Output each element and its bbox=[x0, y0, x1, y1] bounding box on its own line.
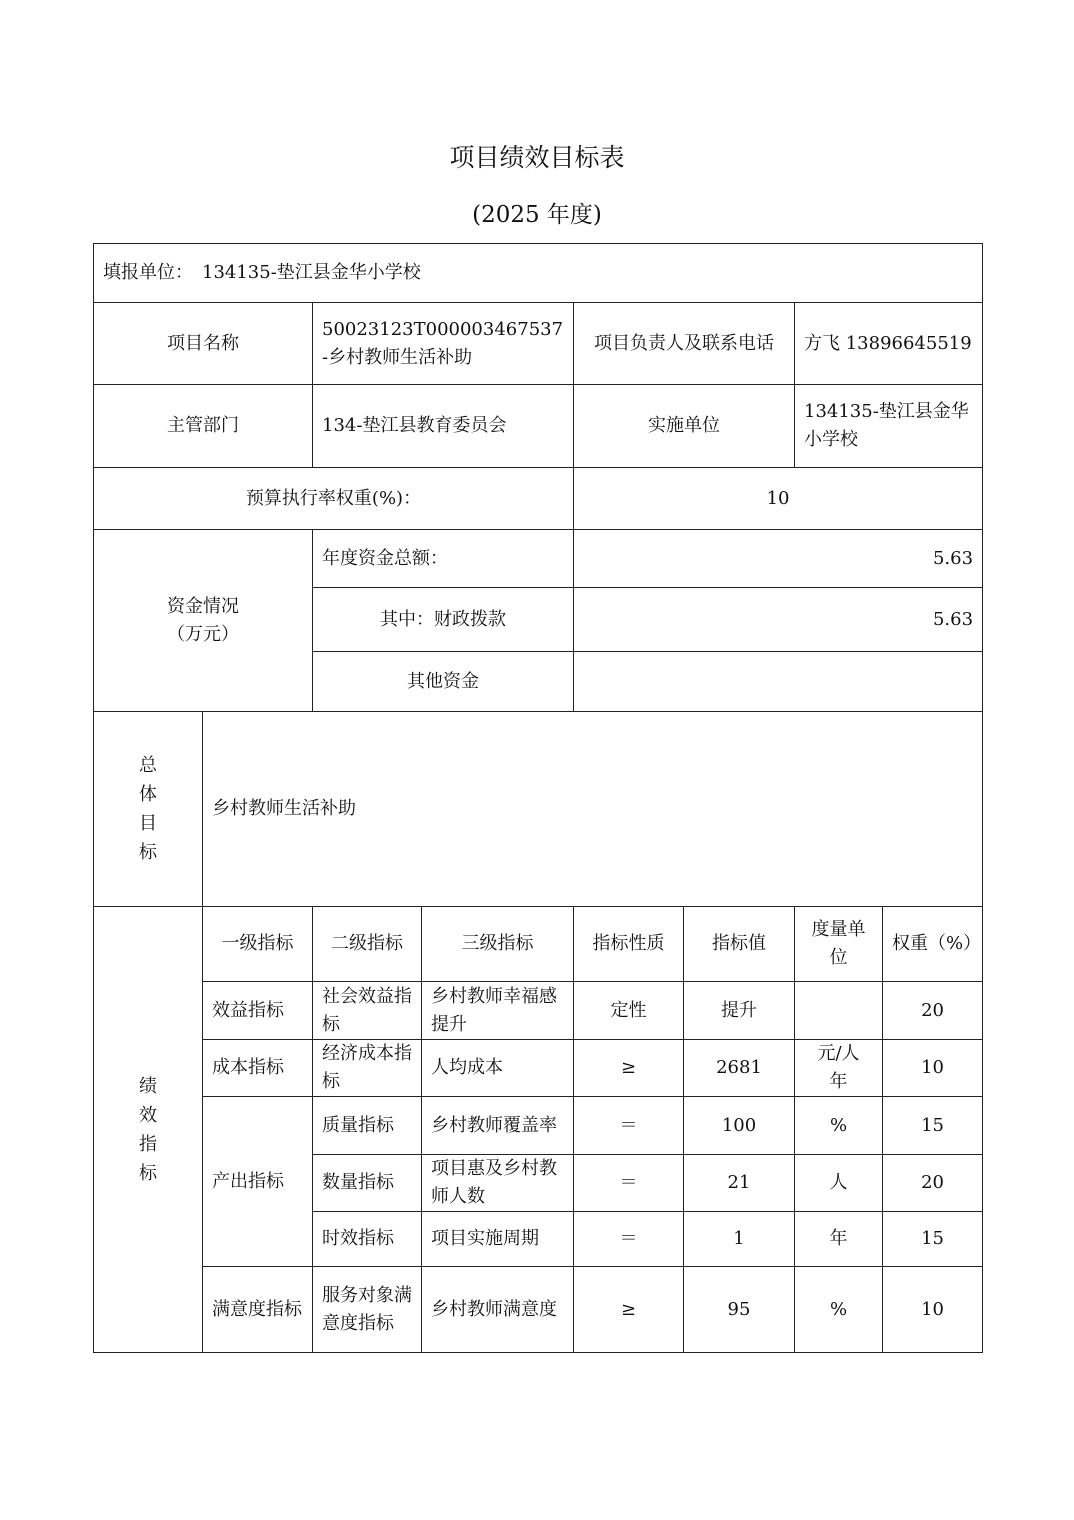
overall-goal-value: 乡村教师生活补助 bbox=[203, 712, 983, 907]
row-nature: ＝ bbox=[574, 1212, 684, 1267]
row-unit bbox=[795, 982, 883, 1040]
row-weight: 10 bbox=[883, 1040, 983, 1097]
row-l1: 成本指标 bbox=[203, 1040, 313, 1097]
overall-goal-label-text: 总体目标 bbox=[139, 755, 157, 863]
annual-total-label: 年度资金总额： bbox=[313, 530, 574, 588]
impl-label: 实施单位 bbox=[574, 385, 795, 468]
manager-label: 项目负责人及联系电话 bbox=[574, 303, 795, 385]
budget-weight-value: 10 bbox=[574, 468, 983, 530]
row-value: 提升 bbox=[684, 982, 795, 1040]
header-nature: 指标性质 bbox=[574, 907, 684, 982]
project-name-value: 50023123T000003467537-乡村教师生活补助 bbox=[313, 303, 574, 385]
project-name-label: 项目名称 bbox=[94, 303, 313, 385]
table-row bbox=[94, 982, 983, 1040]
row-value: 100 bbox=[684, 1097, 795, 1155]
row-weight: 10 bbox=[883, 1267, 983, 1353]
perf-label bbox=[94, 907, 203, 1353]
fiscal-value: 5.63 bbox=[574, 588, 983, 652]
row-l2: 社会效益指标 bbox=[313, 982, 422, 1040]
header-unit: 度量单位 bbox=[795, 907, 883, 982]
funds-label-line2: （万元） bbox=[167, 623, 239, 645]
row-l2: 质量指标 bbox=[313, 1097, 422, 1155]
row-nature: ≥ bbox=[574, 1267, 684, 1353]
row-l2: 服务对象满意度指标 bbox=[313, 1267, 422, 1353]
header-l2: 二级指标 bbox=[313, 907, 422, 982]
row-l3: 乡村教师覆盖率 bbox=[422, 1097, 574, 1155]
row-l1: 效益指标 bbox=[203, 982, 313, 1040]
row-l3: 项目惠及乡村教师人数 bbox=[422, 1155, 574, 1212]
budget-weight-label: 预算执行率权重(%)： bbox=[94, 468, 574, 530]
funds-label-line1: 资金情况 bbox=[167, 595, 239, 617]
performance-target-table bbox=[93, 243, 983, 1353]
row-unit: 年 bbox=[795, 1212, 883, 1267]
other-funds-value bbox=[574, 652, 983, 712]
row-weight: 20 bbox=[883, 982, 983, 1040]
other-funds-label: 其他资金 bbox=[313, 652, 574, 712]
budget-weight-row bbox=[94, 468, 983, 530]
annual-total-value: 5.63 bbox=[574, 530, 983, 588]
unit-row bbox=[94, 244, 983, 303]
impl-value: 134135-垫江县金华小学校 bbox=[795, 385, 983, 468]
funds-label bbox=[94, 530, 313, 712]
row-l3: 项目实施周期 bbox=[422, 1212, 574, 1267]
row-value: 95 bbox=[684, 1267, 795, 1353]
row-value: 2681 bbox=[684, 1040, 795, 1097]
row-weight: 15 bbox=[883, 1097, 983, 1155]
row-nature: 定性 bbox=[574, 982, 684, 1040]
row-unit: % bbox=[795, 1267, 883, 1353]
row-l3: 人均成本 bbox=[422, 1040, 574, 1097]
row-unit: 人 bbox=[795, 1155, 883, 1212]
annual-total-row bbox=[94, 530, 983, 588]
header-weight: 权重（%） bbox=[883, 907, 983, 982]
header-l1: 一级指标 bbox=[203, 907, 313, 982]
row-l2: 数量指标 bbox=[313, 1155, 422, 1212]
project-name-row bbox=[94, 303, 983, 385]
row-nature: ＝ bbox=[574, 1155, 684, 1212]
overall-goal-label bbox=[94, 712, 203, 907]
table-row bbox=[94, 1267, 983, 1353]
page-title: 项目绩效目标表 bbox=[449, 143, 625, 172]
row-l3: 乡村教师幸福感提升 bbox=[422, 982, 574, 1040]
row-l1: 产出指标 bbox=[203, 1097, 313, 1267]
row-nature: ＝ bbox=[574, 1097, 684, 1155]
manager-value: 方飞 13896645519 bbox=[795, 303, 983, 385]
filling-unit: 填报单位： 134135-垫江县金华小学校 bbox=[94, 244, 983, 303]
department-row bbox=[94, 385, 983, 468]
row-unit: 元/人年 bbox=[795, 1040, 883, 1097]
row-unit: % bbox=[795, 1097, 883, 1155]
dept-label: 主管部门 bbox=[94, 385, 313, 468]
row-l1: 满意度指标 bbox=[203, 1267, 313, 1353]
overall-goal-row bbox=[94, 712, 983, 907]
fiscal-label: 其中：财政拨款 bbox=[313, 588, 574, 652]
row-weight: 20 bbox=[883, 1155, 983, 1212]
indicator-header-row bbox=[94, 907, 983, 982]
table-row bbox=[94, 1097, 983, 1155]
perf-label-text: 绩效指标 bbox=[139, 1075, 157, 1184]
row-l3: 乡村教师满意度 bbox=[422, 1267, 574, 1353]
row-value: 1 bbox=[684, 1212, 795, 1267]
dept-value: 134-垫江县教育委员会 bbox=[313, 385, 574, 468]
table-row bbox=[94, 1040, 983, 1097]
header-l3: 三级指标 bbox=[422, 907, 574, 982]
row-nature: ≥ bbox=[574, 1040, 684, 1097]
row-l2: 经济成本指标 bbox=[313, 1040, 422, 1097]
row-weight: 15 bbox=[883, 1212, 983, 1267]
header-value: 指标值 bbox=[684, 907, 795, 982]
row-l2: 时效指标 bbox=[313, 1212, 422, 1267]
row-value: 21 bbox=[684, 1155, 795, 1212]
page-subtitle: (2025 年度) bbox=[472, 202, 602, 228]
